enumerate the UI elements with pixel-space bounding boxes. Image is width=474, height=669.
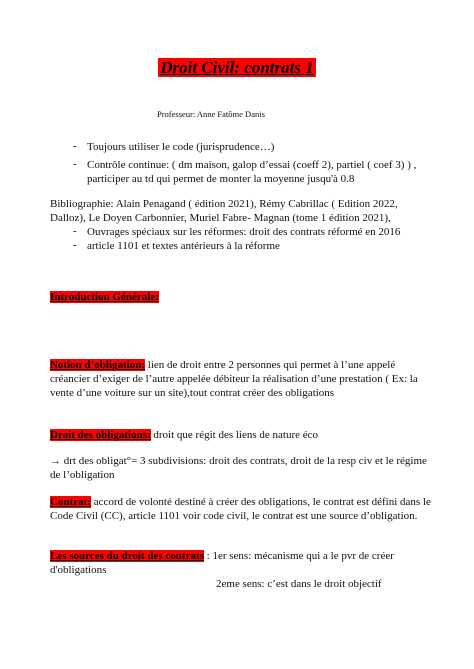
biblio-item-reformes: Ouvrages spéciaux sur les réformes: droit des contrats réformé en 2016 [87,226,401,238]
intro-heading-text: Introduction Générale: [50,291,159,303]
notion-label: Notion d’obligation: [50,359,146,371]
biblio-line1: Bibliographie: Alain Penagand ( édition 2021), Rémy Cabrillac ( Edition 2022, [50,198,398,210]
bullet-dash: - [73,225,77,237]
notion-text1: lien de droit entre 2 personnes qui permet à l’une appelé [145,359,396,371]
sources-line1 [50,549,394,563]
sources-text1: 1er sens: mécanisme qui a le pvr de créer [209,550,394,562]
notion-line3: vente d’une voiture sur un site),tout contrat créer des obligations [50,387,335,399]
contrat-line1 [50,495,431,509]
droit-oblig-line [50,428,318,442]
bullet-dash: - [73,158,77,170]
document-title [0,58,474,78]
sources-line3: 2eme sens: c’est dans le droit objectif [216,578,382,590]
contrat-label: Contrat: [50,496,91,508]
bullet-code: Toujours utiliser le code (jurisprudence…) [87,141,275,153]
subdiv-line2: de l’obligation [50,469,115,481]
droit-oblig-text: droit que régit des liens de nature éco [150,429,319,441]
professor-line: Professeur: Anne Fatôme Danis [157,109,265,119]
sources-line2: d'obligations [50,564,107,576]
sources-label: Les sources du droit des contrats [50,550,204,562]
intro-heading [50,290,159,304]
droit-oblig-label: Droit des obligations: [50,429,151,441]
title-text: Droit Civil: contrats 1 [160,58,314,77]
bullet-dash: - [73,239,77,251]
bullet-dash: - [73,140,77,152]
contrat-line2: Code Civil (CC), article 1101 voir code civil, le contrat est une source d’obligation. [50,510,418,522]
biblio-line2: Dalloz), Le Doyen Carbonnier, Muriel Fabre- Magnan (tome 1 édition 2021), [50,212,391,224]
sources-colon: : [203,550,210,562]
biblio-item-article: article 1101 et textes antérieurs à la réforme [87,240,280,252]
notion-line1 [50,358,395,372]
contrat-text1: accord de volonté destiné à créer des obligations, le contrat est défini dans le [90,496,431,508]
bullet-controle-line2: participer au td qui permet de monter la moyenne jusqu'à 0.8 [87,173,355,185]
bullet-controle-line1: Contrôle continue: ( dm maison, galop d’essai (coeff 2), partiel ( coef 3) ) , [87,159,417,171]
subdiv-line1: → drt des obligat°= 3 subdivisions: droit des contrats, droit de la resp civ et le régime [50,455,427,467]
notion-line2: créancier d’exiger de l’autre appelée débiteur la réalisation d’une prestation ( Ex: la [50,373,418,385]
